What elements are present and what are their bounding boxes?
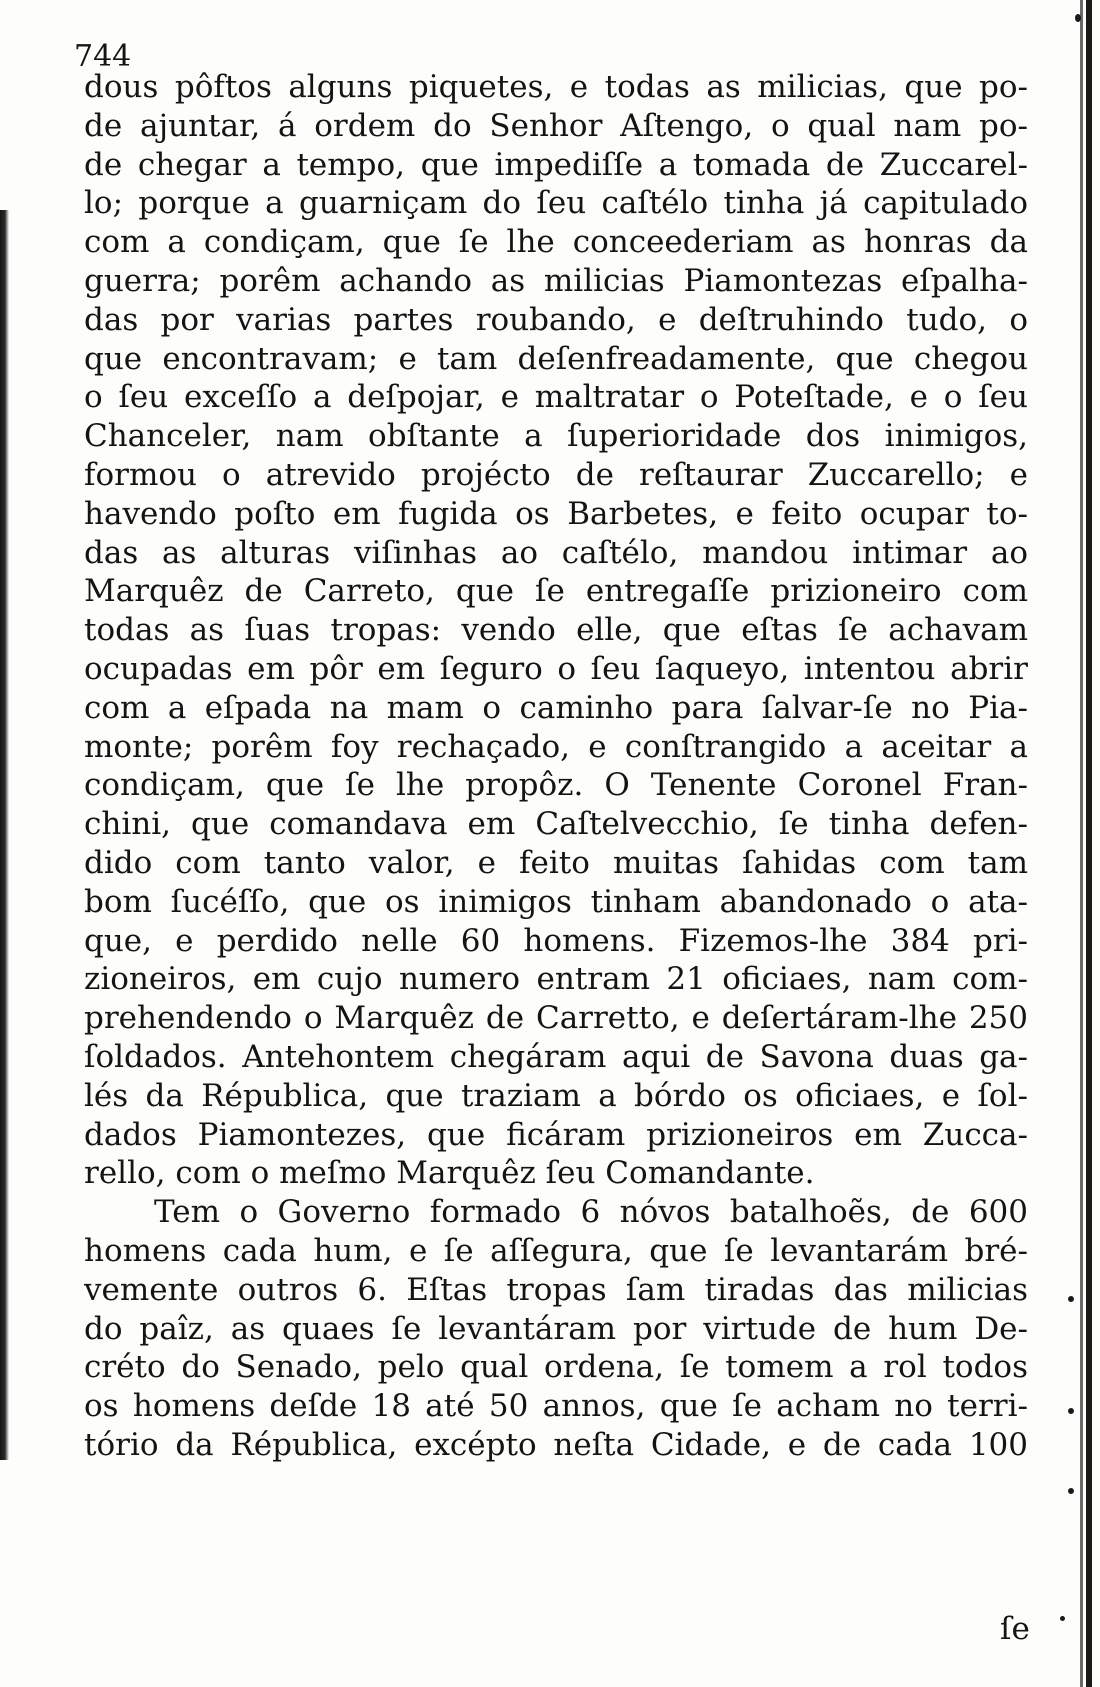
- text-line: Tem o Governo formado 6 nóvos batalhoẽs, de 600: [154, 1194, 1028, 1231]
- text-line: das as alturas viſinhas ao caſtélo, mandou intimar ao: [84, 534, 1028, 571]
- text-line: dido com tanto valor, e feito muitas ſahidas com tam: [84, 844, 1028, 881]
- text-line: de ajuntar, á ordem do Senhor Aſtengo, o qual nam po-: [84, 107, 1028, 144]
- text-line: formou o atrevido projécto de reſtaurar Zuccarello; e: [84, 456, 1028, 493]
- text-line: guerra; porêm achando as milicias Piamontezas eſpalha-: [84, 262, 1028, 299]
- text-line: lo; porque a guarniçam do ſeu caſtélo tinha já capitulado: [84, 185, 1028, 222]
- text-line: chini, que comandava em Caſtelvecchio, ſe tinha defen-: [84, 806, 1028, 843]
- page-number: 744: [74, 39, 132, 74]
- text-line: que, e perdido nelle 60 homens. Fizemos-lhe 384 pri-: [84, 922, 1028, 959]
- ink-speck: [1060, 1616, 1065, 1621]
- text-line: que encontravam; e tam deſenfreadamente, que chegou: [84, 340, 1028, 377]
- ink-speck: [1068, 1488, 1074, 1494]
- catchword: ſe: [1000, 1611, 1030, 1647]
- text-line: das por varias partes roubando, e deſtruhindo tudo, o: [84, 301, 1028, 338]
- text-line: ocupadas em pôr em ſeguro o ſeu ſaqueyo, intentou abrir: [84, 650, 1028, 687]
- paragraph-1: [84, 68, 1028, 1193]
- text-line: os homens deſde 18 até 50 annos, que ſe acham no terri-: [84, 1388, 1028, 1425]
- text-line: zioneiros, em cujo numero entram 21 oficiaes, nam com-: [84, 961, 1028, 998]
- ink-speck: [1075, 14, 1081, 22]
- text-line: vemente outros 6. Eſtas tropas ſam tiradas das milicias: [84, 1271, 1028, 1308]
- text-line: havendo poſto em fugida os Barbetes, e feito ocupar to-: [84, 495, 1028, 532]
- text-line: do paîz, as quaes ſe levantáram por virtude de hum De-: [84, 1310, 1028, 1347]
- text-line: rello, com o meſmo Marquêz ſeu Comandante.: [84, 1155, 815, 1192]
- ink-speck: [1068, 1296, 1074, 1302]
- text-line: com a eſpada na mam o caminho para ſalvar-ſe no Pia-: [84, 689, 1028, 726]
- text-line: dous pôftos alguns piquetes, e todas as milicias, que po-: [84, 69, 1028, 105]
- text-line: homens cada hum, e ſe aſſegura, que ſe levantarám bré-: [84, 1232, 1028, 1269]
- ink-speck: [1068, 1408, 1074, 1414]
- text-line: o ſeu exceſſo a deſpojar, e maltratar o Poteſtade, e o ſeu: [84, 379, 1028, 416]
- scanned-page-right-gutter: [1080, 0, 1083, 1687]
- text-line: prehendendo o Marquêz de Carretto, e deſertáram-lhe 250: [84, 1000, 1028, 1037]
- scanned-page-left-shadow: [0, 210, 9, 1460]
- text-line: bom ſucéſſo, que os inimigos tinham abandonado o ata-: [84, 883, 1028, 920]
- text-line: com a condiçam, que ſe lhe conceederiam as honras da: [84, 224, 1028, 261]
- text-line: condiçam, que ſe lhe propôz. O Tenente Coronel Fran-: [84, 767, 1028, 804]
- scanned-page-right-edge: [1086, 0, 1092, 1687]
- text-line: Marquêz de Carreto, que ſe entregaſſe prizioneiro com: [84, 573, 1028, 610]
- text-line: créto do Senado, pelo qual ordena, ſe tomem a rol todos: [84, 1349, 1028, 1386]
- text-line: dados Piamontezes, que ficáram prizioneiros em Zucca-: [84, 1116, 1028, 1153]
- text-line: ſoldados. Antehontem chegáram aqui de Savona duas ga-: [84, 1038, 1028, 1075]
- paragraph-2: [84, 1193, 1028, 1465]
- text-line: de chegar a tempo, que impediſſe a tomada de Zuccarel-: [84, 146, 1028, 183]
- text-line: lés da Républica, que traziam a bórdo os oficiaes, e ſol-: [84, 1077, 1028, 1114]
- text-line: tório da Républica, excépto neſta Cidade, e de cada 100: [84, 1426, 1028, 1463]
- body-text: [84, 68, 1028, 1465]
- text-line: Chanceler, nam obſtante a ſuperioridade dos inimigos,: [84, 418, 1028, 455]
- text-line: monte; porêm foy rechaçado, e conſtrangido a aceitar a: [84, 728, 1028, 765]
- text-line: todas as ſuas tropas: vendo elle, que eſtas ſe achavam: [84, 612, 1028, 649]
